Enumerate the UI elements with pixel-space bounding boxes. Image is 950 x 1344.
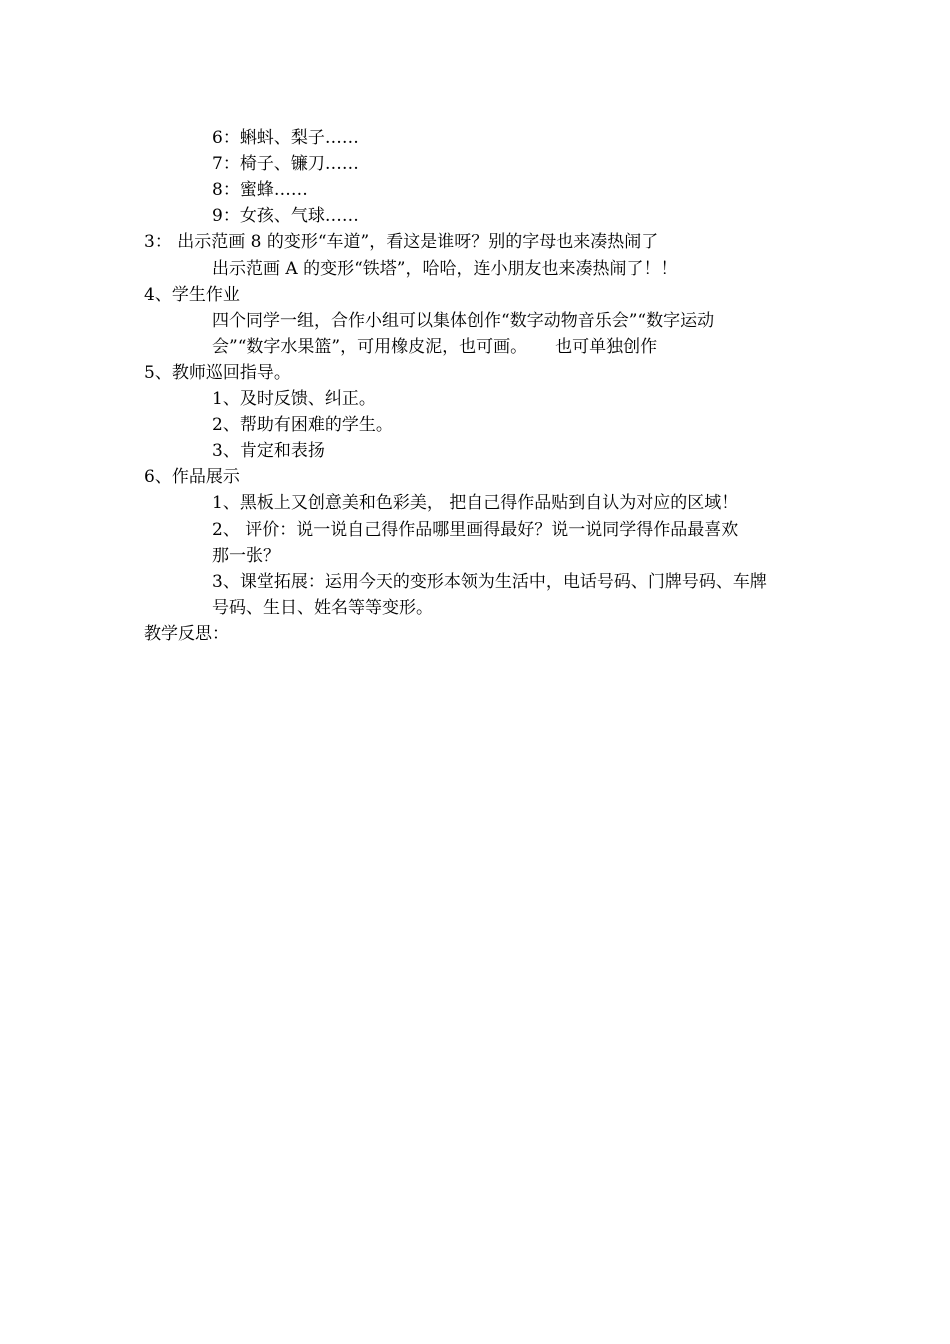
section-4-text-line2: [212, 334, 657, 360]
section-3-heading: 3： 出示范画 8 的变形“车道”，看这是谁呀？别的字母也来凑热闹了: [144, 232, 659, 252]
section-6-heading: 6、作品展示: [144, 467, 240, 487]
section-5-item: 3、肯定和表扬: [212, 441, 325, 461]
section-4-text-line2-a: 会”“数字水果篮”，可用橡皮泥，也可画。: [212, 337, 528, 357]
section-6-item-2-line1: 2、 评价：说一说自己得作品哪里画得最好？说一说同学得作品最喜欢: [212, 520, 739, 540]
section-5-item: 2、帮助有困难的学生。: [212, 415, 393, 435]
list-item: 9：女孩、气球……: [212, 206, 359, 226]
section-3-text: 出示范画 A 的变形“铁塔”，哈哈，连小朋友也来凑热闹了！！: [212, 259, 678, 279]
section-5-heading: 5、教师巡回指导。: [144, 363, 291, 383]
list-item: 7：椅子、镰刀……: [212, 154, 359, 174]
reflection-label: 教学反思：: [144, 624, 229, 644]
section-6-item-1: 1、黑板上又创意美和色彩美， 把自己得作品贴到自认为对应的区域！: [212, 493, 739, 513]
section-6-item-2-line2: 那一张？: [212, 546, 280, 566]
list-item: 8：蜜蜂……: [212, 180, 308, 200]
section-4-text-line1: 四个同学一组，合作小组可以集体创作“数字动物音乐会”“数字运动: [212, 311, 715, 331]
list-item: 6：蝌蚪、梨子……: [212, 128, 359, 148]
section-5-item: 1、及时反馈、纠正。: [212, 389, 376, 409]
section-4-text-line2-b: 也可单独创作: [555, 337, 658, 357]
section-6-item-3-line1: 3、课堂拓展：运用今天的变形本领为生活中，电话号码、门牌号码、车牌: [212, 572, 767, 592]
section-6-item-3-line2: 号码、生日、姓名等等变形。: [212, 598, 433, 618]
section-4-heading: 4、学生作业: [144, 285, 240, 305]
